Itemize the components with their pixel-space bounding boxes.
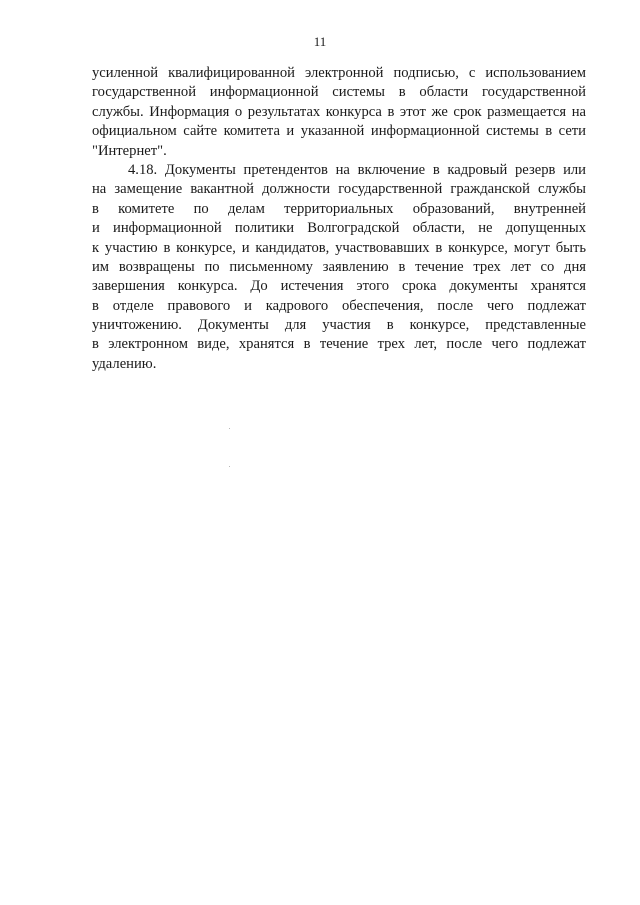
text-line: 4.18. Документы претендентов на включение в кадровый резерв или xyxy=(128,161,586,178)
scan-speck xyxy=(229,466,230,467)
text-line: в комитете по делам территориальных образований, внутренней xyxy=(92,200,586,217)
paragraph-4-18 xyxy=(92,161,586,374)
text-line: к участию в конкурсе, и кандидатов, участвовавших в конкурсе, могут быть xyxy=(92,239,586,256)
text-line: в отделе правового и кадрового обеспечения, после чего подлежат xyxy=(92,297,586,314)
text-line: усиленной квалифицированной электронной подписью, с использованием xyxy=(92,65,586,81)
document-body xyxy=(92,64,586,374)
text-line: "Интернет". xyxy=(92,142,167,159)
text-line: удалению. xyxy=(92,355,157,372)
text-line: и информационной политики Волгоградской области, не допущенных xyxy=(92,220,586,237)
text-line: завершения конкурса. До истечения этого срока документы хранятся xyxy=(92,278,586,295)
text-line: службы. Информация о результатах конкурса в этот же срок размещается на xyxy=(92,103,586,120)
scan-speck xyxy=(229,428,230,429)
page-number: 11 xyxy=(313,34,327,49)
text-line: уничтожению. Документы для участия в конкурсе, представленные xyxy=(92,317,586,334)
text-line: на замещение вакантной должности государственной гражданской службы xyxy=(92,181,586,198)
text-line: им возвращены по письменному заявлению в течение трех лет со дня xyxy=(92,258,586,275)
paragraph-continuation xyxy=(92,64,586,161)
text-line: в электронном виде, хранятся в течение трех лет, после чего подлежат xyxy=(92,336,586,353)
text-line: государственной информационной системы в области государственной xyxy=(92,84,586,101)
text-line: официальном сайте комитета и указанной информационной системы в сети xyxy=(92,123,586,140)
